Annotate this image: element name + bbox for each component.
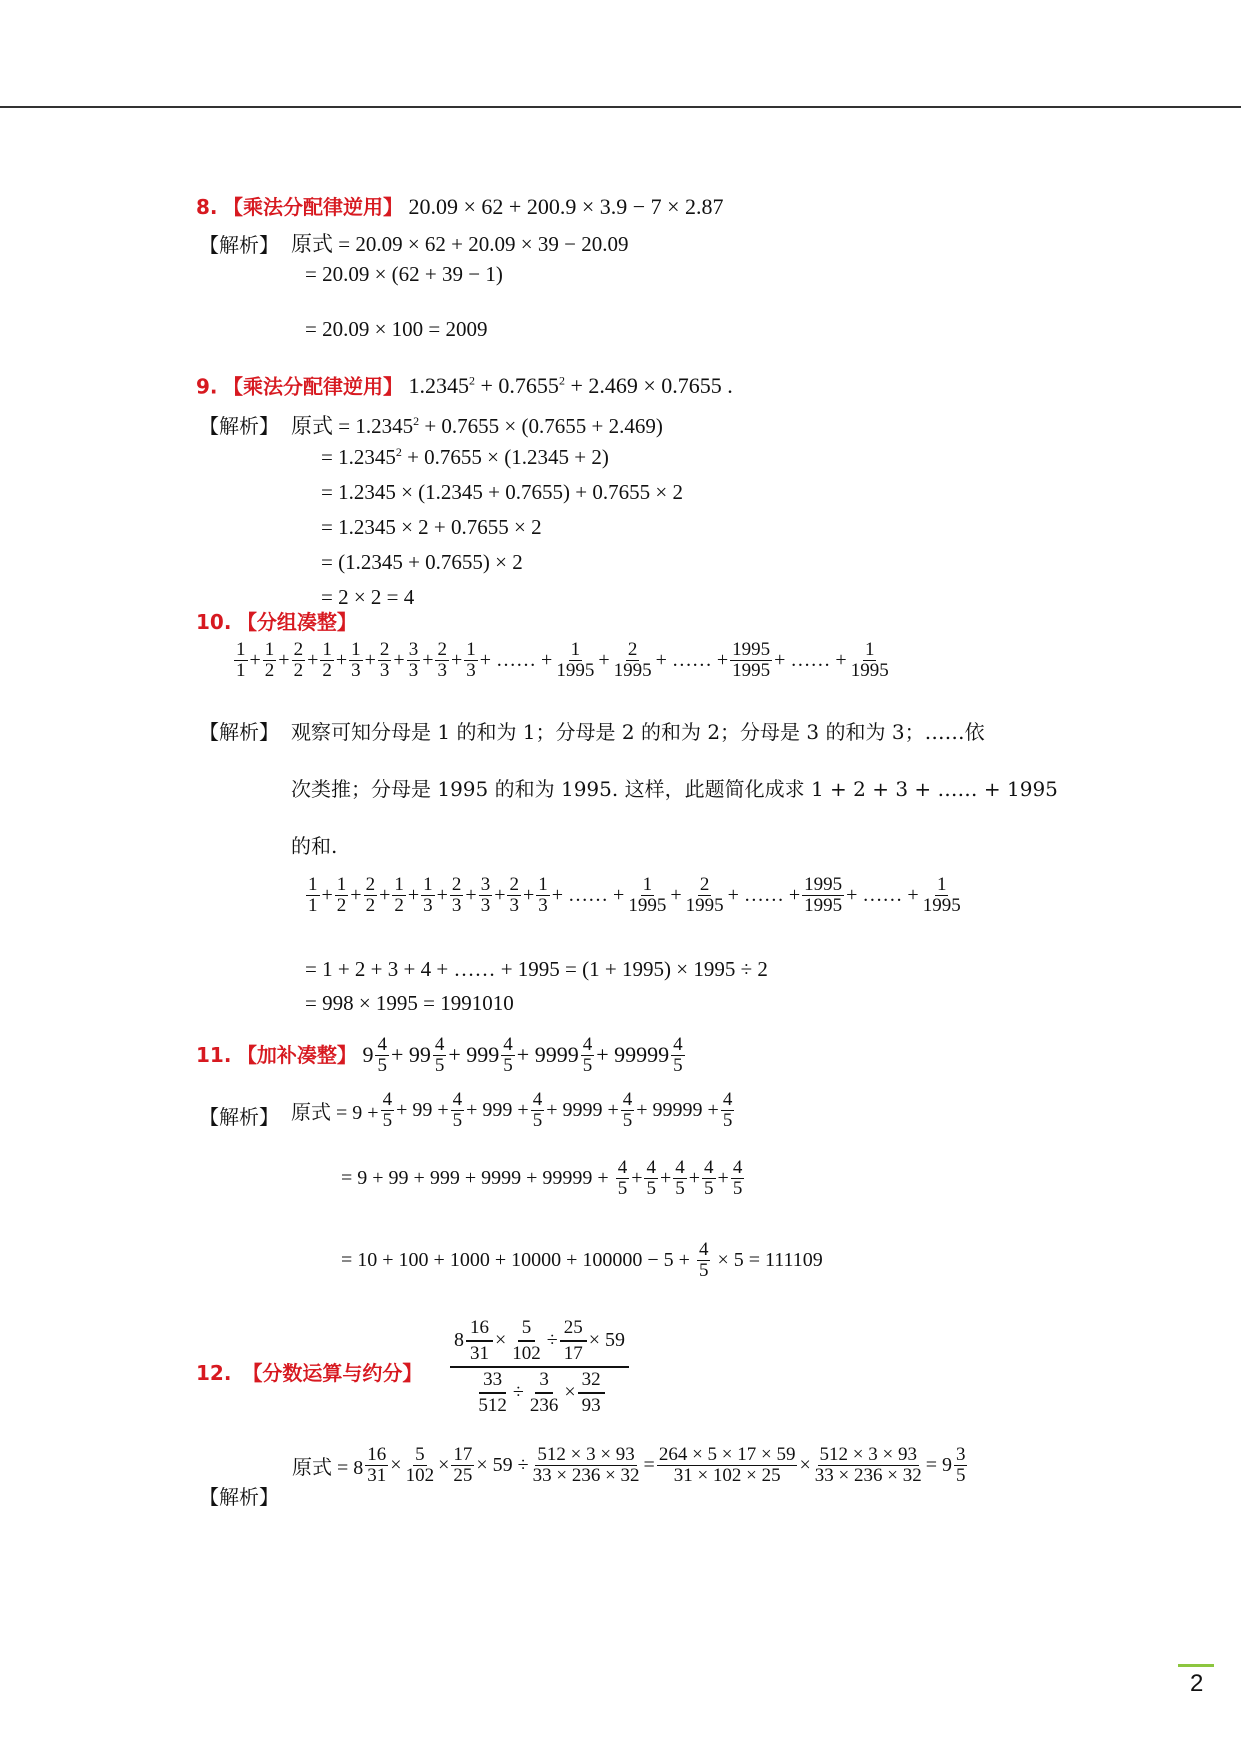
problem-expression: 20.09 × 62 + 200.9 × 3.9 − 7 × 2.87 <box>408 194 724 219</box>
problem-number: 12. <box>196 1361 232 1385</box>
problem-8-statement <box>196 196 724 218</box>
solution-line: = 2 × 2 = 4 <box>321 585 415 609</box>
solution-line: = 20.09 × (62 + 39 − 1) <box>305 262 503 286</box>
solution-text: 的和. <box>291 834 338 858</box>
problem-10-statement <box>196 611 357 633</box>
problem-12-statement <box>196 1362 422 1384</box>
solution-label: 【解析】 <box>199 1485 279 1509</box>
solution-line: = $1.2345^2 + 0.7655 \times (1.2345 + 2)$ <box>321 445 609 469</box>
solution-line: 原式 = 9 + $\frac{4}{5}$ + 99 + $\frac{4}{5}$ + 999 + $\frac{4}{5}$ + 9999 + $\frac{4}{5}$ + 99999 + $\frac{4}{5}$ <box>291 1089 733 1131</box>
problem-9-statement <box>196 375 733 397</box>
solution-label: 【解析】 <box>199 233 279 257</box>
solution-line: = 1.2345 × 2 + 0.7655 × 2 <box>321 515 542 539</box>
solution-label: 【解析】 <box>199 1105 279 1129</box>
solution-line: = 10 + 100 + 1000 + 10000 + 100000 − 5 + $\frac{4}{5}$ × 5 = 111109 <box>341 1239 823 1281</box>
fraction-sum-expression: $\frac{1}{1}$ + $\frac{1}{2}$ + $\frac{2}{2}$ + $\frac{1}{2}$ + $\frac{1}{3}$ + $\frac{2}{3}$ + $\frac{3}{3}$ + $\frac{2}{3}$ + $\frac{1}{3}$ + …… + $\frac{1}{1995}$ + $\frac{2}{1995}$ + …… + $\frac{1995}{1995}$ + …… + $\frac{1}{1995}$ <box>308 874 961 916</box>
problem-topic: 【分数运算与约分】 <box>242 1361 423 1385</box>
fraction-sum-expression: $\frac{1}{1}$ + $\frac{1}{2}$ + $\frac{2}{2}$ + $\frac{1}{2}$ + $\frac{1}{3}$ + $\frac{2}{3}$ + $\frac{3}{3}$ + $\frac{2}{3}$ + $\frac{1}{3}$ + …… + $\frac{1}{1995}$ + $\frac{2}{1995}$ + …… + $\frac{1995}{1995}$ + …… + $\frac{1}{1995}$ <box>236 639 889 681</box>
solution-line: = 1 + 2 + 3 + 4 + …… + 1995 = (1 + 1995) × 1995 ÷ 2 <box>305 957 768 981</box>
problem-expression: $1.2345^2 + 0.7655^2 + 2.469 \times 0.7655$ . <box>408 373 733 399</box>
problem-topic: 【乘法分配律逆用】 <box>223 195 404 219</box>
problem-number: 9. <box>196 374 218 399</box>
solution-line: = (1.2345 + 0.7655) × 2 <box>321 550 523 574</box>
problem-topic: 【加补凑整】 <box>236 1043 357 1068</box>
header-rule <box>0 106 1241 108</box>
solution-line: = 1.2345 × (1.2345 + 0.7655) + 0.7655 × 2 <box>321 480 683 504</box>
complex-fraction: 8 $\frac{16}{31}$ × $\frac{5}{102}$ ÷ $\frac{25}{17}$ × 59 $\frac{33}{512}$ ÷ $\frac{3}{236}$ × $\frac{32}{93}$ <box>450 1318 629 1416</box>
solution-line: = 20.09 × 100 = 2009 <box>305 317 488 341</box>
solution-line: 原式 = 20.09 × 62 + 20.09 × 39 − 20.09 <box>291 232 629 256</box>
problem-11-statement <box>196 1035 687 1076</box>
problem-topic: 【分组凑整】 <box>236 610 357 634</box>
problem-number: 11. <box>196 1043 232 1068</box>
problem-topic: 【乘法分配律逆用】 <box>223 374 404 399</box>
solution-text: 次类推；分母是 1995 的和为 1995. 这样，此题简化成求 1 + 2 + 3 + …… + 1995 <box>291 777 1058 801</box>
solution-label: 【解析】 <box>199 720 279 744</box>
solution-line: = 998 × 1995 = 1991010 <box>305 991 514 1015</box>
problem-expression: 9 $\frac{4}{5}$ + 99 $\frac{4}{5}$ + 999 $\frac{4}{5}$ + 9999 $\frac{4}{5}$ + 99999 $\frac{4}{5}$ <box>362 1034 683 1076</box>
solution-text: 观察可知分母是 1 的和为 1；分母是 2 的和为 2；分母是 3 的和为 3；……依 <box>291 720 985 744</box>
solution-line: 原式 = 8 $\frac{16}{31}$ × $\frac{5}{102}$ × $\frac{17}{25}$ × 59 ÷ $\frac{512 \times 3 \times 93}{33 \times 236 \times 32}$ = $\frac{264 \times 5 \times 17 \times 59}{31 \times 102 \times 25}$ × $\frac{512 \times 3 \times 93}{33 \times 236 \times 32}$ = 9 $\frac{3}{5}$ <box>292 1444 966 1486</box>
solution-line: 原式 = $1.2345^2 + 0.7655 \times (0.7655 + 2.469)$ <box>291 414 663 438</box>
page-number: 2 <box>1190 1670 1204 1697</box>
problem-number: 10. <box>196 610 232 634</box>
solution-line: = 9 + 99 + 999 + 9999 + 99999 + $\frac{4}{5}$ + $\frac{4}{5}$ + $\frac{4}{5}$ + $\frac{4}{5}$ + $\frac{4}{5}$ <box>341 1157 743 1199</box>
solution-label: 【解析】 <box>199 414 279 438</box>
problem-number: 8. <box>196 195 218 219</box>
page-number-rule <box>1178 1664 1214 1667</box>
